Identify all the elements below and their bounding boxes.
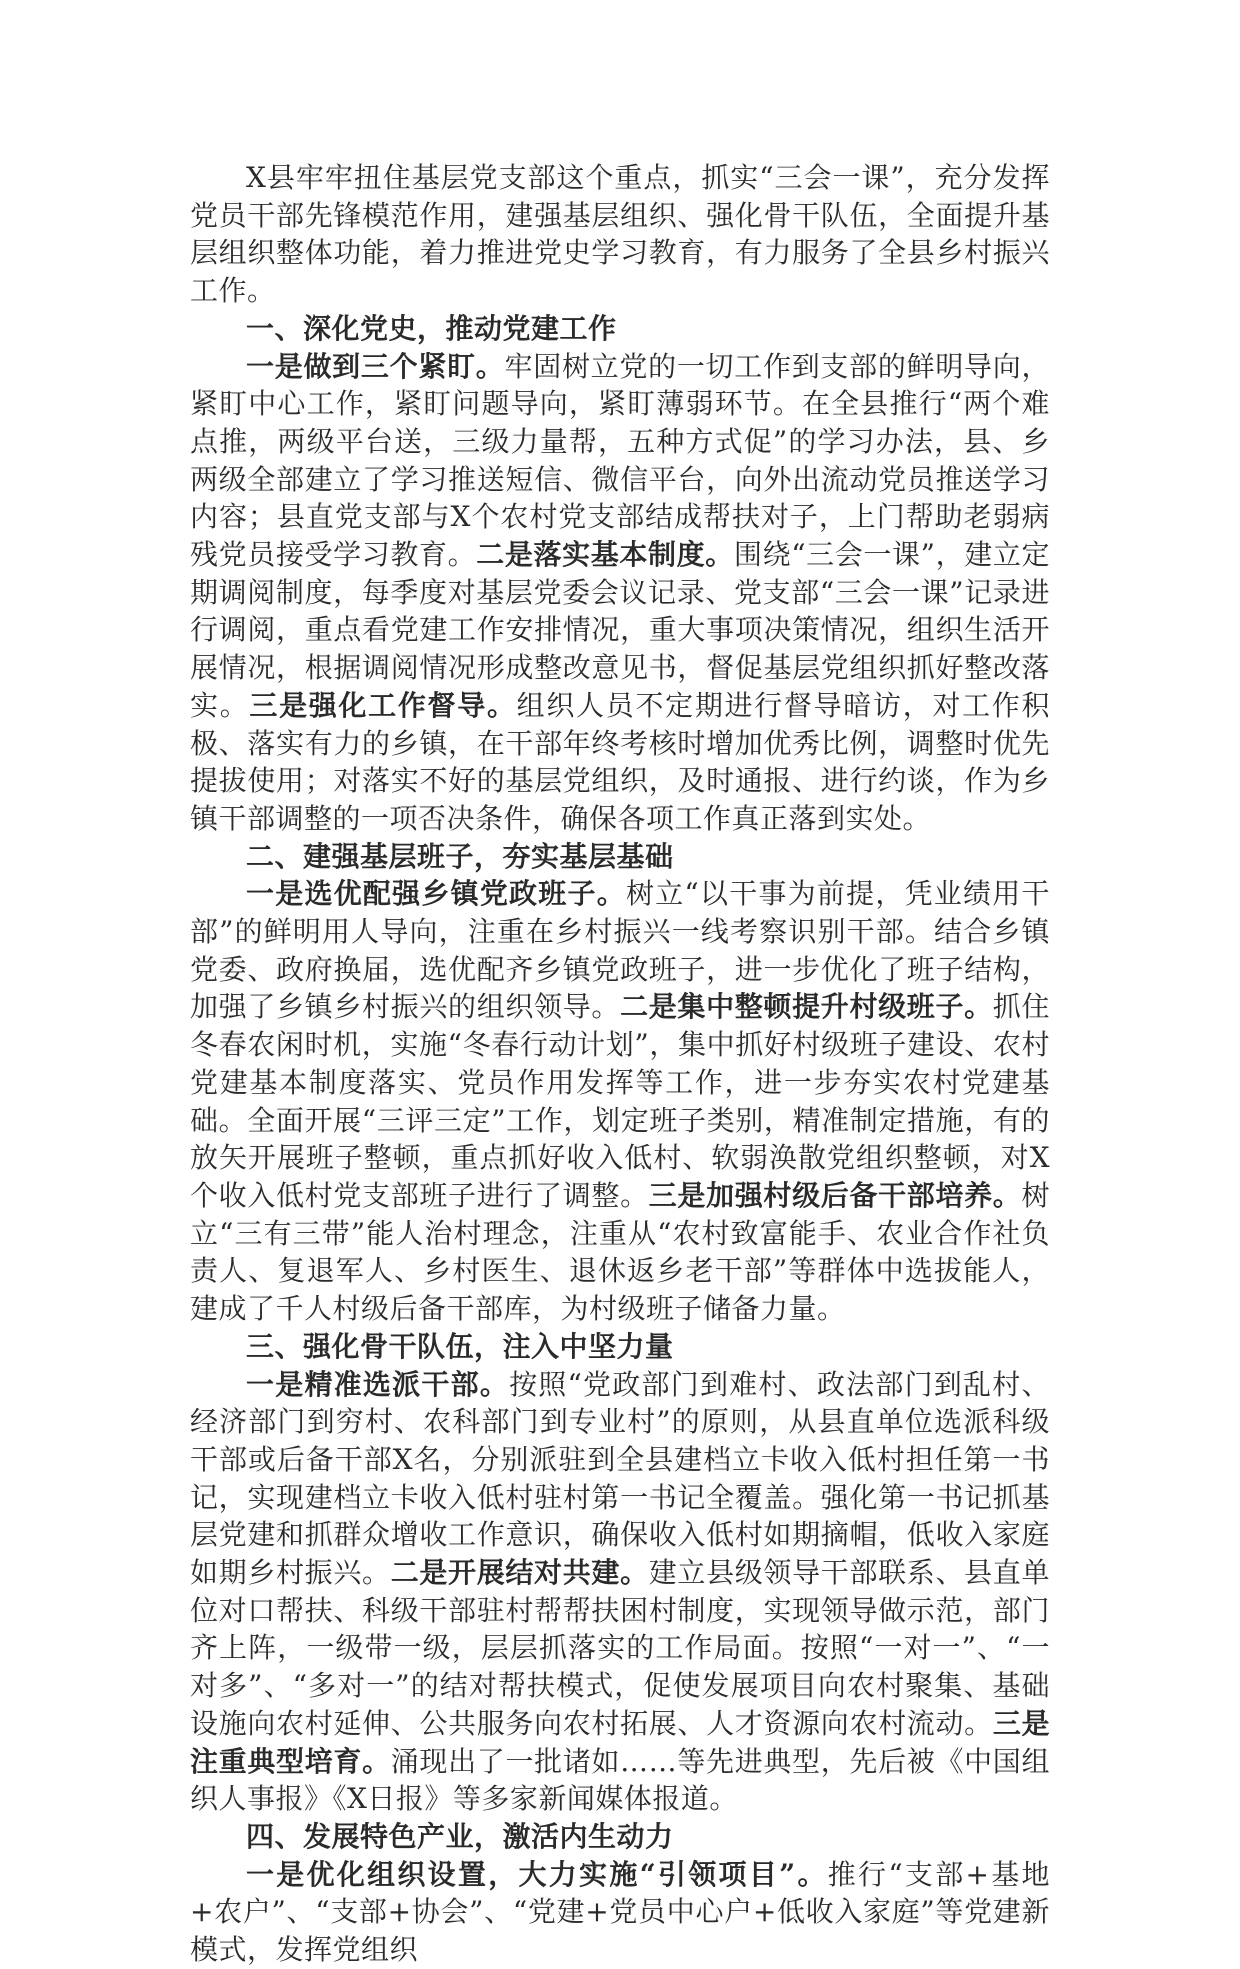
section-2-text-2: 抓住冬春农闲时机，实施“冬春行动计划”，集中抓好村级班子建设、农村党建基本制度落实、党员作用发挥等工作，进一步夯实农村党建基础。全面开展“三评三定”工作，划定班子类别，精准制定措施，有的放矢开展班子整顿，重点抓好收入低村、软弱涣散党组织整顿，对X个收入低村党支部班子进行了调整。 bbox=[190, 990, 1050, 1212]
section-3-text-3: 涌现出了一批诸如……等先进典型，先后被《中国组织人事报》《X日报》等多家新闻媒体报道。 bbox=[190, 1744, 1050, 1816]
section-2-lead-3: 三是加强村级后备干部培养。 bbox=[648, 1178, 1022, 1212]
section-1-lead-1: 一是做到三个紧盯。 bbox=[246, 349, 505, 383]
section-3-heading: 三、强化骨干队伍，注入中坚力量 bbox=[246, 1329, 674, 1363]
section-2-paragraph bbox=[190, 875, 1050, 1327]
intro-paragraph: X县牢牢扭住基层党支部这个重点，抓实“三会一课”，充分发挥党员干部先锋模范作用，建强基层组织、强化骨干队伍，全面提升基层组织整体功能，着力推进党史学习教育，有力服务了全县乡村振兴工作。 bbox=[190, 161, 1050, 308]
section-1-text-3: 组织人员不定期进行督导暗访，对工作积极、落实有力的乡镇，在干部年终考核时增加优秀比例，调整时优先提拔使用；对落实不好的基层党组织，及时通报、进行约谈，作为乡镇干部调整的一项否决条件，确保各项工作真正落到实处。 bbox=[190, 688, 1050, 835]
section-2-heading: 二、建强基层班子，夯实基层基础 bbox=[246, 839, 674, 873]
section-1-lead-3: 三是强化工作督导。 bbox=[249, 688, 517, 722]
section-1-text-2: 围绕“三会一课”，建立定期调阅制度，每季度对基层党委会议记录、党支部“三会一课”记录进行调阅，重点看党建工作安排情况，重大事项决策情况，组织生活开展情况，根据调阅情况形成整改意见书，督促基层党组织抓好整改落实。 bbox=[190, 538, 1050, 722]
section-4-lead-1: 一是优化组织设置，大力实施“引领项目”。 bbox=[246, 1857, 828, 1891]
section-1-text-1: 牢固树立党的一切工作到支部的鲜明导向，紧盯中心工作，紧盯问题导向，紧盯薄弱环节。在全县推行“两个难点推，两级平台送，三级力量帮，五种方式促”的学习办法，县、乡两级全部建立了学习推送短信、微信平台，向外出流动党员推送学习内容；县直党支部与X个农村党支部结成帮扶对子，上门帮助老弱病残党员接受学习教育。 bbox=[190, 349, 1050, 572]
section-3-lead-2: 二是开展结对共建。 bbox=[390, 1556, 649, 1590]
document-page bbox=[190, 159, 1050, 1969]
section-3-paragraph bbox=[190, 1366, 1050, 1818]
section-4-heading: 四、发展特色产业，激活内生动力 bbox=[246, 1819, 674, 1853]
section-4-paragraph bbox=[190, 1856, 1050, 1969]
section-1-lead-2: 二是落实基本制度。 bbox=[476, 538, 734, 572]
section-4-text-1: 推行“支部+基地+农户”、“支部+协会”、“党建+党员中心户+低收入家庭”等党建新模式，发挥党组织 bbox=[190, 1857, 1051, 1967]
section-3-text-1: 按照“党政部门到难村、政法部门到乱村、经济部门到穷村、农科部门到专业村”的原则，从县直单位选派科级干部或后备干部X名，分别派驻到全县建档立卡收入低村担任第一书记，实现建档立卡收入低村驻村第一书记全覆盖。强化第一书记抓基层党建和抓群众增收工作意识，确保收入低村如期摘帽，低收入家庭如期乡村振兴。 bbox=[190, 1367, 1050, 1590]
section-1-heading: 一、深化党史，推动党建工作 bbox=[246, 311, 617, 345]
section-2-text-3: 树立“三有三带”能人治村理念，注重从“农村致富能手、农业合作社负责人、复退军人、乡村医生、退休返乡老干部”等群体中选拔能人，建成了千人村级后备干部库，为村级班子储备力量。 bbox=[190, 1178, 1050, 1326]
section-2-lead-1: 一是选优配强乡镇党政班子。 bbox=[246, 877, 626, 911]
section-1-paragraph bbox=[190, 348, 1050, 838]
section-2-text-1: 树立“以干事为前提，凭业绩用干部”的鲜明用人导向，注重在乡村振兴一线考察识别干部。结合乡镇党委、政府换届，选优配齐乡镇党政班子，进一步优化了班子结构，加强了乡镇乡村振兴的组织领导。 bbox=[190, 877, 1050, 1024]
section-2-lead-2: 二是集中整顿提升村级班子。 bbox=[620, 990, 993, 1024]
section-3-lead-3: 三是注重典型培育。 bbox=[190, 1706, 1050, 1778]
section-3-lead-1: 一是精准选派干部。 bbox=[246, 1367, 510, 1401]
section-3-text-2: 建立县级领导干部联系、县直单位对口帮扶、科级干部驻村帮帮扶困村制度，实现领导做示范，部门齐上阵，一级带一级，层层抓落实的工作局面。按照“一对一”、“一对多”、“多对一”的结对帮扶模式，促使发展项目向农村聚集、基础设施向农村延伸、公共服务向农村拓展、人才资源向农村流动。 bbox=[190, 1556, 1050, 1740]
